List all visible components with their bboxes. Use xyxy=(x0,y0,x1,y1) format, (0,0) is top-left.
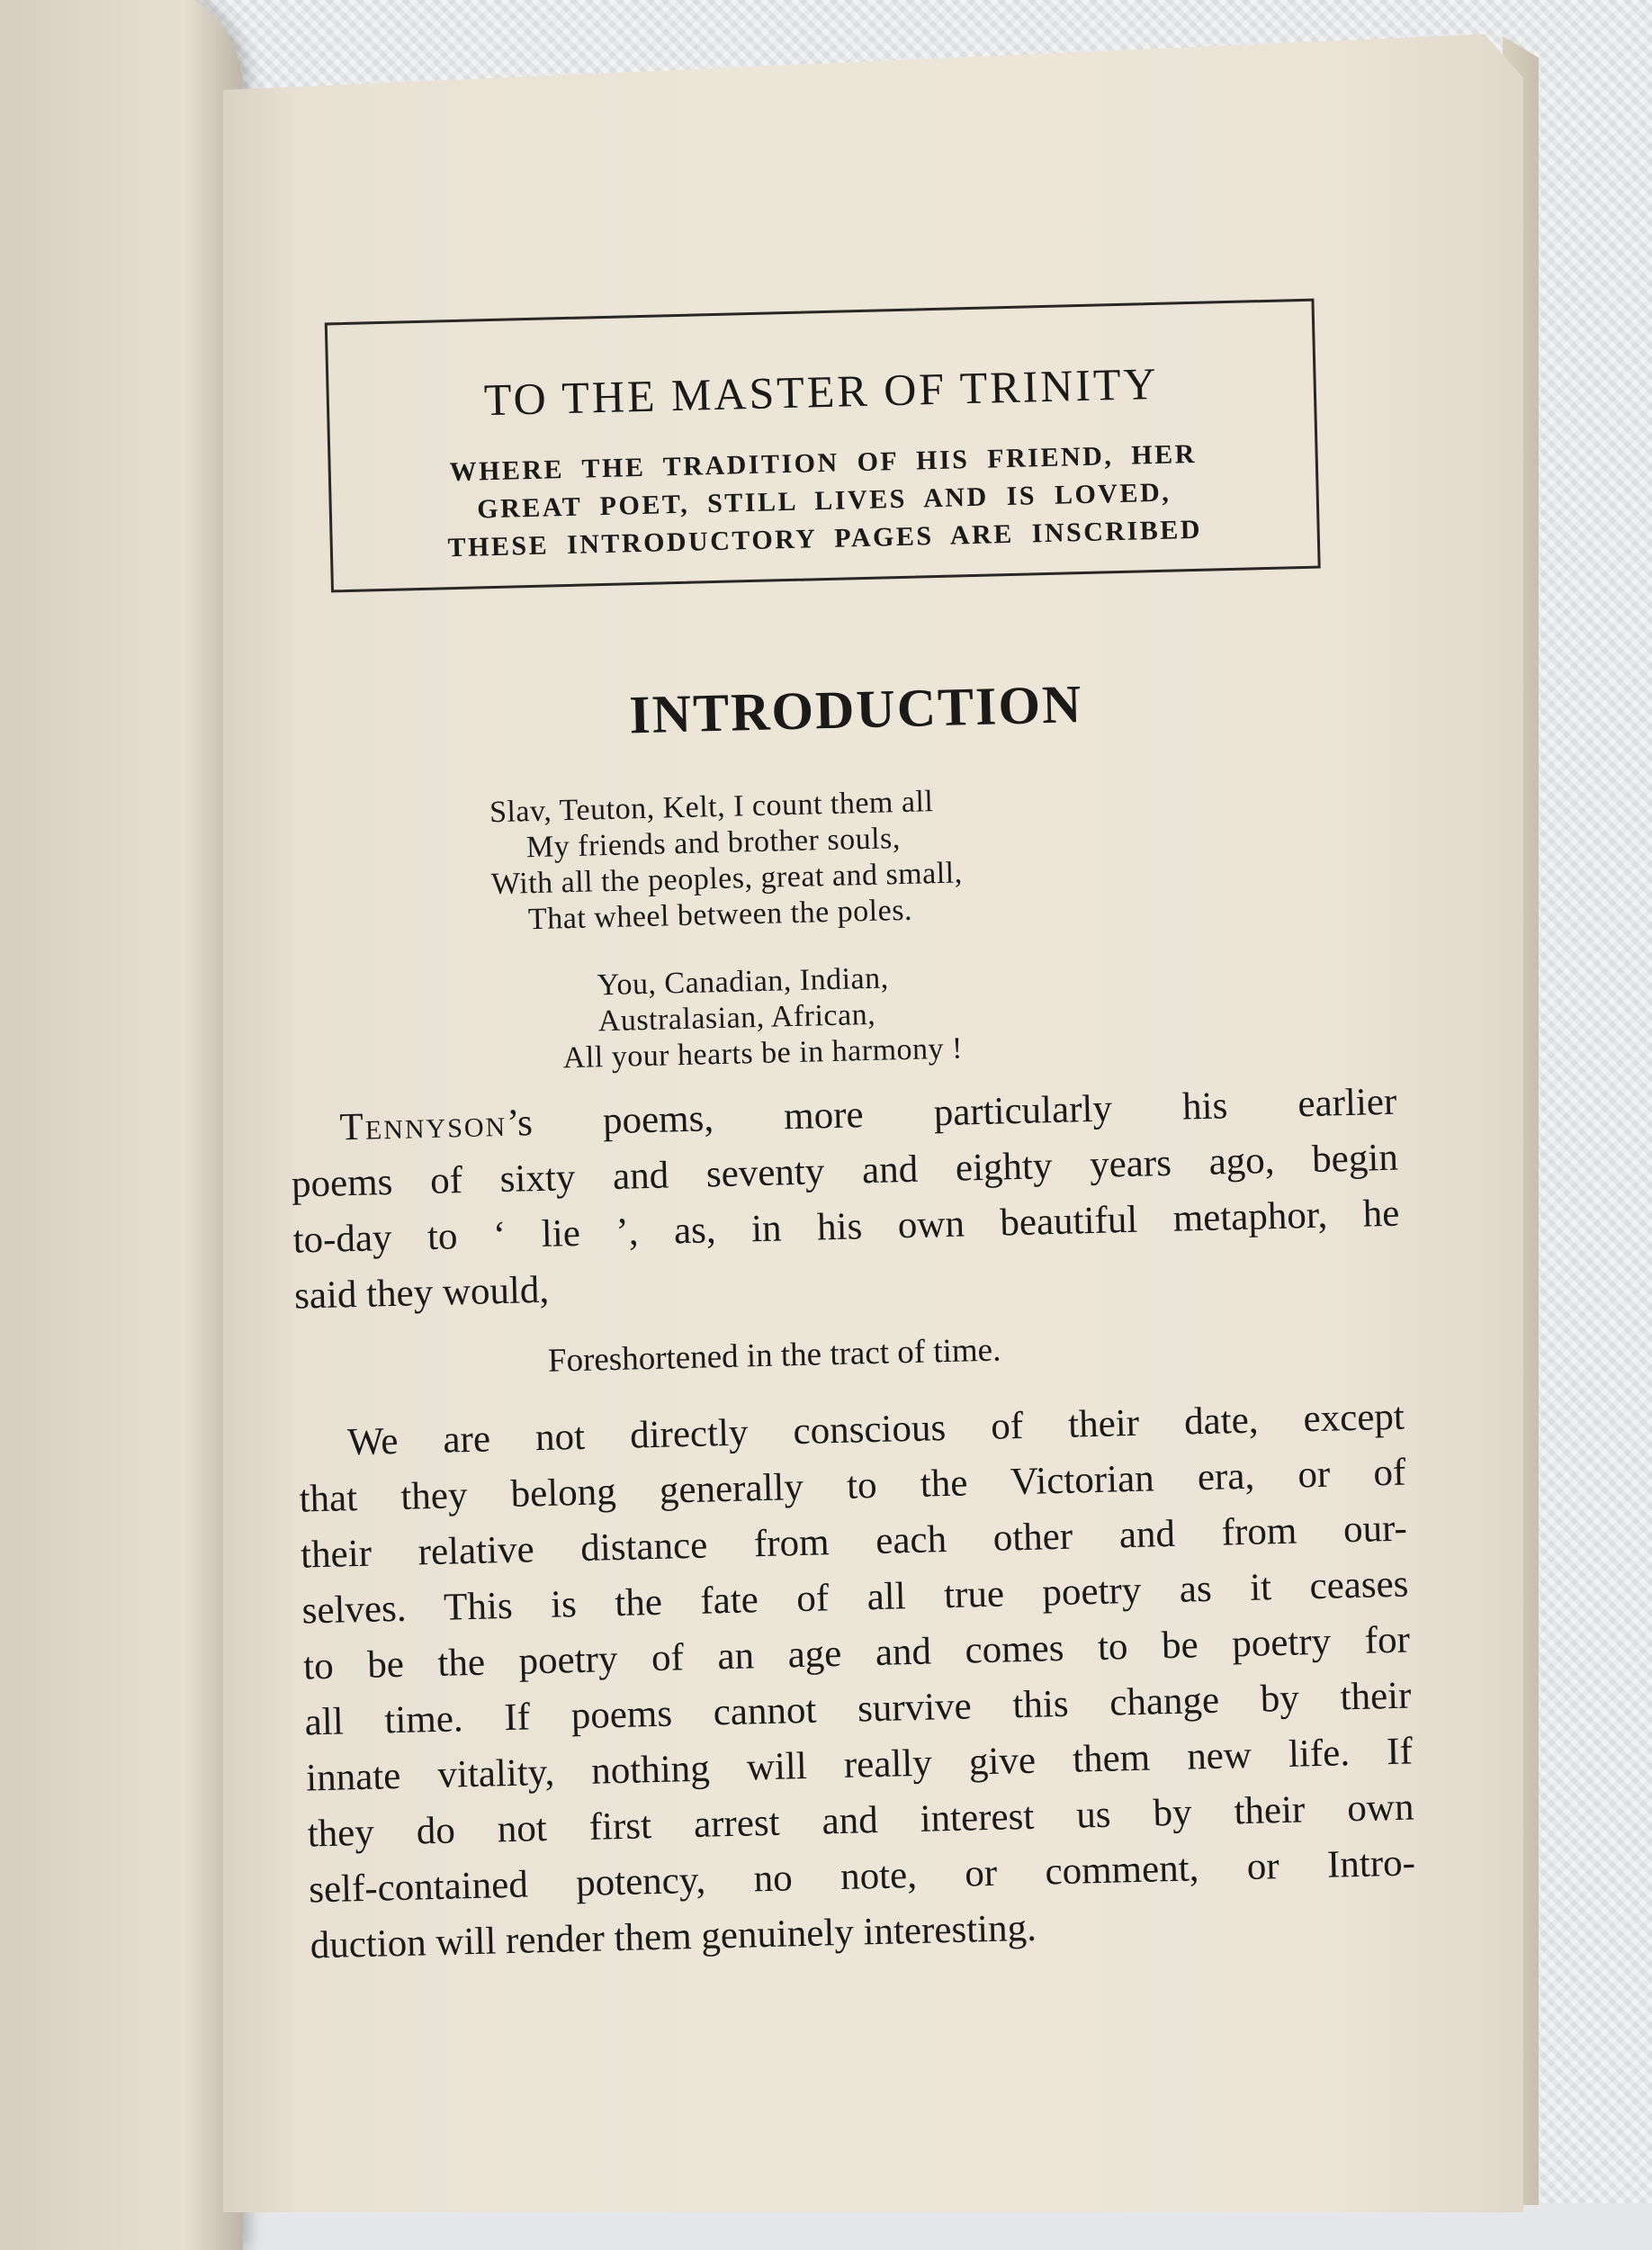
epigraph-line: That wheel between the poles. xyxy=(527,893,913,937)
paragraph-line: We are not directly conscious of their date, except xyxy=(346,1395,1405,1464)
epigraph-line: Australasian, African, xyxy=(597,997,876,1039)
left-page xyxy=(0,0,243,2250)
paragraph-line: self-contained potency, no note, or comment, or Intro- xyxy=(308,1841,1416,1912)
paragraph-line: innate vitality, nothing will really give them new life. If xyxy=(305,1730,1414,1800)
paragraph-line: to-day to ‘ lie ’, as, in his own beautiful metaphor, he xyxy=(292,1192,1400,1262)
epigraph-line: All your hearts be in harmony ! xyxy=(562,1031,964,1076)
paragraph-line: all time. If poems cannot survive this change by their xyxy=(304,1674,1412,1744)
paragraph-line: said they would, xyxy=(293,1268,550,1318)
dedication-box xyxy=(325,299,1321,593)
dedication-line: THESE INTRODUCTORY PAGES ARE INSCRIBED xyxy=(447,514,1203,563)
epigraph-line: Slav, Teuton, Kelt, I count them all xyxy=(489,785,934,830)
paragraph-line: that they belong generally to the Victorian era, or of xyxy=(299,1451,1406,1521)
section-heading: INTRODUCTION xyxy=(628,674,1084,745)
epigraph-line: My friends and brother souls, xyxy=(525,822,902,865)
epigraph-line: With all the peoples, great and small, xyxy=(490,856,964,902)
paragraph-line: their relative distance from each other and from our- xyxy=(300,1507,1408,1577)
block-quote: Foreshortened in the tract of time. xyxy=(547,1331,1001,1380)
dedication-line: GREAT POET, STILL LIVES AND IS LOVED, xyxy=(476,477,1172,525)
paragraph-line: selves. This is the fate of all true poetry as it ceases xyxy=(301,1562,1409,1633)
author-name: Tennyson xyxy=(338,1102,507,1149)
paragraph-line: duction will render them genuinely interesting. xyxy=(310,1906,1037,1967)
epigraph-line: You, Canadian, Indian, xyxy=(597,961,890,1003)
paragraph-line: to be the poetry of an age and comes to be poetry for xyxy=(302,1618,1411,1688)
dedication-line: WHERE THE TRADITION OF HIS FRIEND, HER xyxy=(449,438,1198,488)
paragraph-text: ’s poems, more particularly his earlier xyxy=(506,1080,1397,1145)
dedication-title: TO THE MASTER OF TRINITY xyxy=(483,357,1160,426)
paragraph-line: poems of sixty and seventy and eighty years ago, begin xyxy=(291,1136,1399,1206)
paragraph-line: they do not first arrest and interest us by their own xyxy=(307,1786,1414,1856)
